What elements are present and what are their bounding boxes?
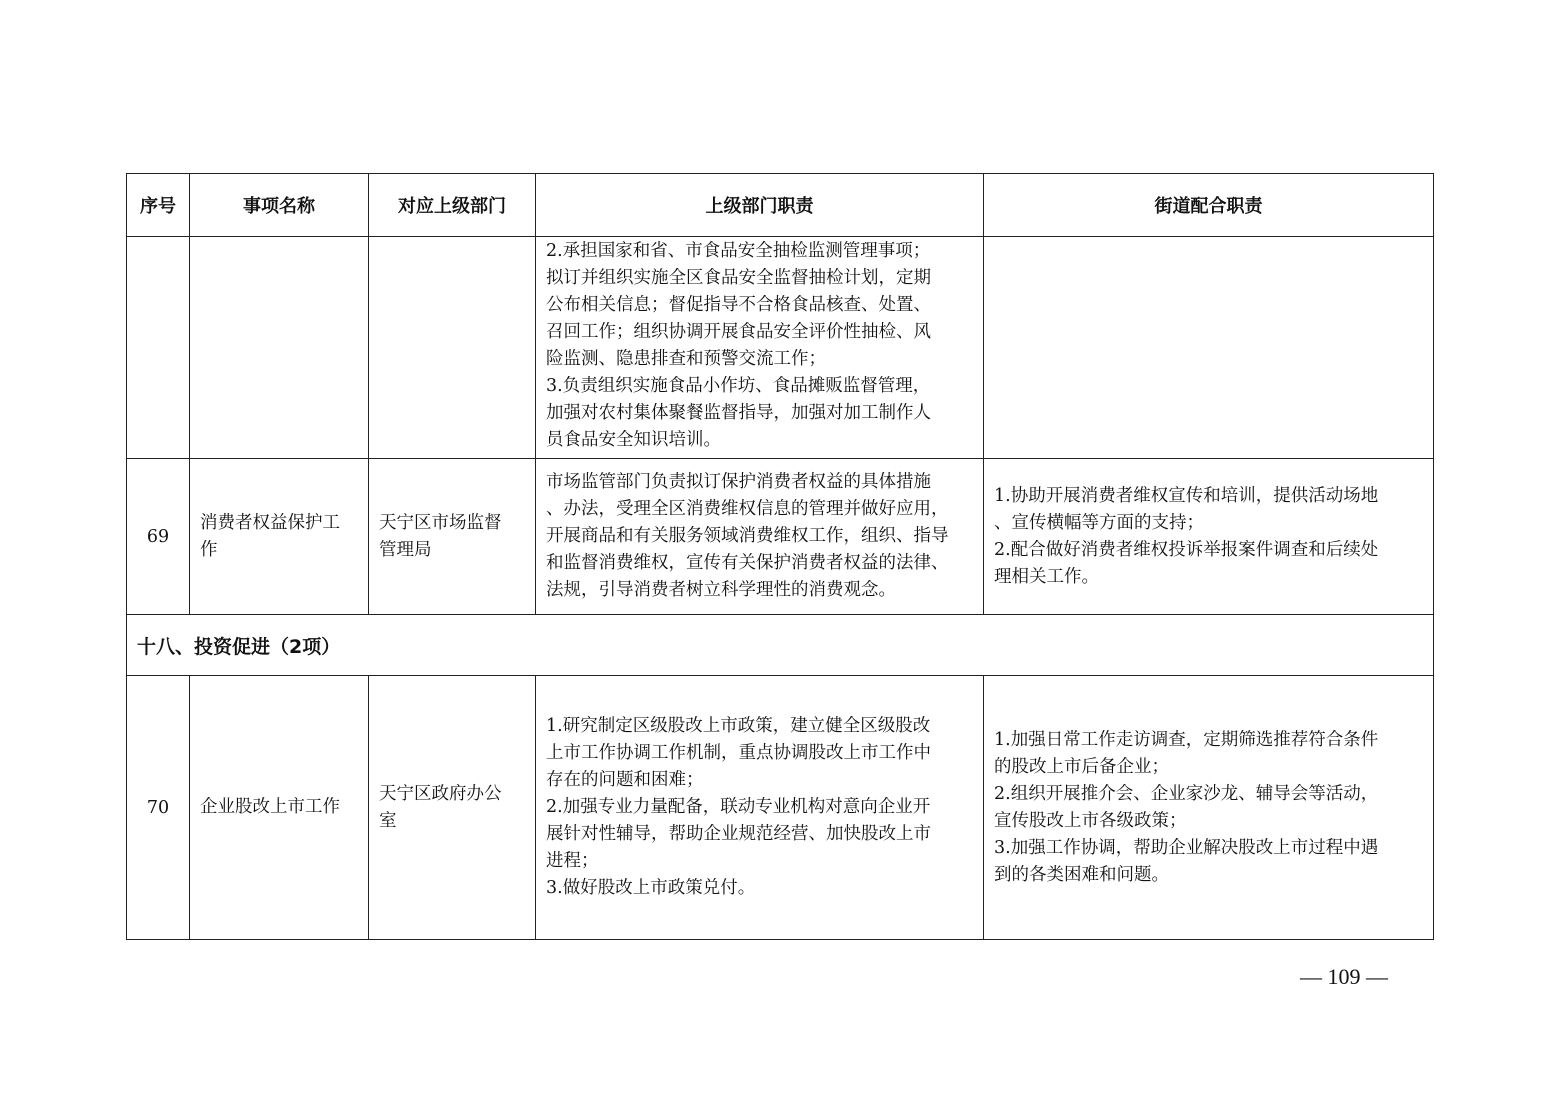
text-line: 开展商品和有关服务领域消费维权工作，组织、指导 [546, 526, 949, 546]
text-line: 展针对性辅导，帮助企业规范经营、加快股改上市 [546, 824, 931, 844]
cell-item-name [190, 676, 369, 940]
text-line: 法规，引导消费者树立科学理性的消费观念。 [546, 580, 896, 600]
table-row-continued [127, 237, 1434, 459]
text-line: 2.组织开展推介会、企业家沙龙、辅导会等活动， [994, 783, 1379, 804]
text-line: 天宁区市场监督 [379, 512, 502, 533]
text-line: 的股改上市后备企业； [994, 756, 1169, 777]
section-title: 十八、投资促进（2项） [137, 635, 341, 658]
cell-coop [984, 676, 1434, 940]
text-line: 存在的问题和困难； [546, 770, 704, 790]
text-line: 公布相关信息；督促指导不合格食品核查、处置、 [546, 295, 931, 315]
table-row-70 [127, 676, 1434, 940]
header-street-coop: 街道配合职责 [984, 174, 1434, 237]
text-line: 险监测、隐患排查和预警交流工作； [546, 349, 826, 369]
text-line: 、宣传横幅等方面的支持； [994, 512, 1204, 533]
text-line: 作 [200, 539, 218, 560]
text-line: 员食品安全知识培训。 [546, 430, 721, 450]
duty-table [126, 173, 1434, 940]
text-line: 2.承担国家和省、市食品安全抽检监测管理事项； [546, 241, 931, 261]
text-line: 到的各类困难和问题。 [994, 864, 1169, 885]
text-line: 拟订并组织实施全区食品安全监督抽检计划，定期 [546, 268, 931, 288]
cell-coop [984, 459, 1434, 615]
header-row [127, 174, 1434, 237]
header-seq: 序号 [127, 174, 190, 237]
section-row [127, 615, 1434, 676]
text-line: 天宁区政府办公 [379, 783, 502, 804]
cell-empty [127, 237, 190, 459]
text-line: 1.协助开展消费者维权宣传和培训，提供活动场地 [994, 485, 1379, 506]
text-line: 3.加强工作协调，帮助企业解决股改上市过程中遇 [994, 837, 1379, 858]
cell-seq: 70 [127, 676, 190, 940]
text-line: 召回工作；组织协调开展食品安全评价性抽检、风 [546, 322, 931, 342]
table-row-69 [127, 459, 1434, 615]
cell-item-name [190, 459, 369, 615]
text-line: 加强对农村集体聚餐监督指导，加强对加工制作人 [546, 403, 931, 423]
page-number: — 109 — [1300, 964, 1388, 989]
text-line: 上市工作协调工作机制，重点协调股改上市工作中 [546, 743, 931, 763]
cell-dept [369, 459, 536, 615]
header-item-name: 事项名称 [190, 174, 369, 237]
cell-empty [190, 237, 369, 459]
text-line: 室 [379, 810, 397, 831]
text-line: 和监督消费维权，宣传有关保护消费者权益的法律、 [546, 553, 949, 573]
text-line: 3.做好股改上市政策兑付。 [546, 878, 756, 898]
cell-empty [369, 237, 536, 459]
header-superior-dept: 对应上级部门 [369, 174, 536, 237]
text-line: 2.配合做好消费者维权投诉举报案件调查和后续处 [994, 539, 1379, 560]
text-line: 1.研究制定区级股改上市政策，建立健全区级股改 [546, 716, 931, 736]
text-line: 市场监管部门负责拟订保护消费者权益的具体措施 [546, 472, 931, 492]
text-line: 2.加强专业力量配备，联动专业机构对意向企业开 [546, 797, 931, 817]
text-line: 理相关工作。 [994, 566, 1099, 587]
cell-duty [536, 459, 984, 615]
text-line: 管理局 [379, 539, 432, 560]
cell-dept [369, 676, 536, 940]
cell-duty [536, 237, 984, 459]
cell-duty [536, 676, 984, 940]
cell-seq: 69 [127, 459, 190, 615]
text-line: 3.负责组织实施食品小作坊、食品摊贩监督管理， [546, 376, 931, 396]
text-line: 进程； [546, 851, 599, 871]
text-line: 消费者权益保护工 [200, 512, 340, 533]
header-superior-duty: 上级部门职责 [536, 174, 984, 237]
text-line: 企业股改上市工作 [200, 797, 340, 817]
cell-empty [984, 237, 1434, 459]
text-line: 1.加强日常工作走访调查，定期筛选推荐符合条件 [994, 729, 1379, 750]
text-line: 、办法，受理全区消费维权信息的管理并做好应用， [546, 499, 949, 519]
text-line: 宣传股改上市各级政策； [994, 810, 1187, 831]
section-cell [127, 615, 1434, 676]
